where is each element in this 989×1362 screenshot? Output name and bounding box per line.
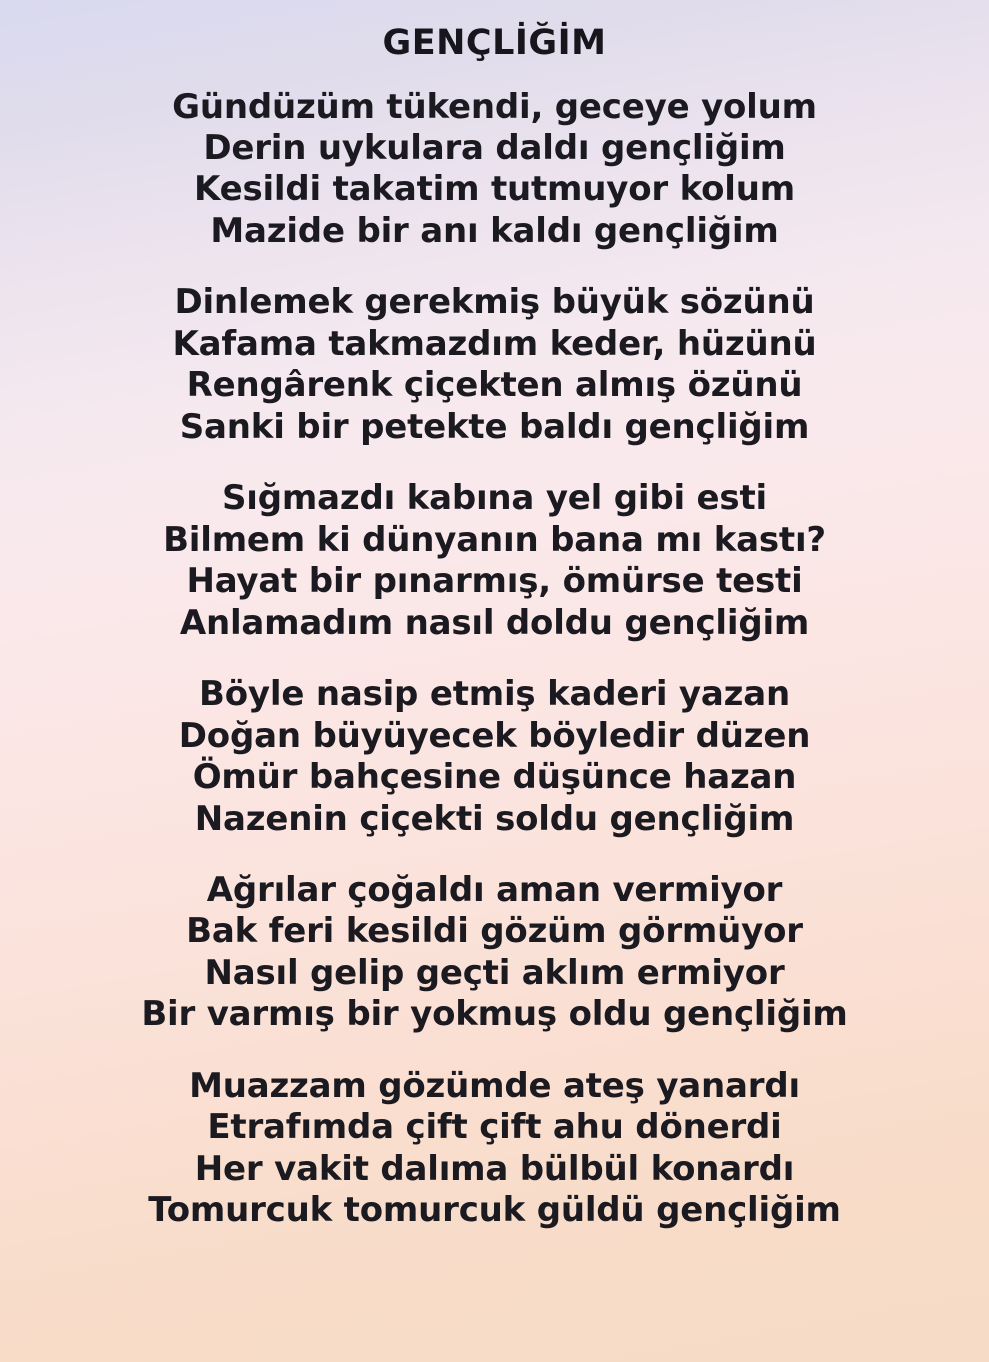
poem-line: Dinlemek gerekmiş büyük sözünü — [174, 282, 815, 323]
poem-line: Nazenin çiçekti soldu gençliğim — [194, 798, 795, 839]
poem-line: Nasıl gelip geçti aklım ermiyor — [204, 952, 785, 993]
poem-stanza — [40, 282, 949, 448]
poem-line: Kafama takmazdım keder, hüzünü — [172, 323, 817, 364]
poem-stanza — [40, 87, 949, 253]
poem-line: Kesildi takatim tutmuyor kolum — [194, 169, 795, 210]
poem-line: Etrafımda çift çift ahu dönerdi — [207, 1107, 782, 1148]
poem-line: Sanki bir petekte baldı gençliğim — [179, 406, 810, 447]
poem-line: Hayat bir pınarmış, ömürse testi — [186, 561, 803, 602]
page-title: GENÇLİĞİM — [382, 23, 607, 63]
poem-line: Böyle nasip etmiş kaderi yazan — [199, 674, 790, 715]
poem-line: Bilmem ki dünyanın bana mı kastı? — [163, 519, 826, 560]
poem-line: Anlamadım nasıl doldu gençliğim — [179, 602, 810, 643]
poem-line: Tomurcuk tomurcuk güldü gençliğim — [148, 1190, 841, 1231]
poem-line: Doğan büyüyecek böyledir düzen — [178, 715, 811, 756]
poem-line: Sığmazdı kabına yel gibi esti — [222, 478, 767, 519]
poem-line: Bir varmış bir yokmuş oldu gençliğim — [141, 994, 848, 1035]
poem-line: Her vakit dalıma bülbül konardı — [194, 1148, 795, 1189]
poem-line: Ömür bahçesine düşünce hazan — [192, 757, 797, 798]
poem-line: Bak feri kesildi gözüm görmüyor — [186, 911, 803, 952]
poem-line: Muazzam gözümde ateş yanardı — [189, 1065, 800, 1106]
poem-line: Rengârenk çiçekten almış özünü — [186, 365, 803, 406]
poem-stanza — [40, 478, 949, 644]
poem-stanza — [40, 1066, 949, 1232]
poem-stanza — [40, 674, 949, 840]
poem-line: Derin uykulara daldı gençliğim — [203, 127, 786, 168]
poem-line: Gündüzüm tükendi, geceye yolum — [172, 86, 817, 127]
poem-line: Mazide bir anı kaldı gençliğim — [210, 210, 779, 251]
poem-line: Ağrılar çoğaldı aman vermiyor — [206, 870, 783, 910]
poem-stanza — [40, 870, 949, 1036]
